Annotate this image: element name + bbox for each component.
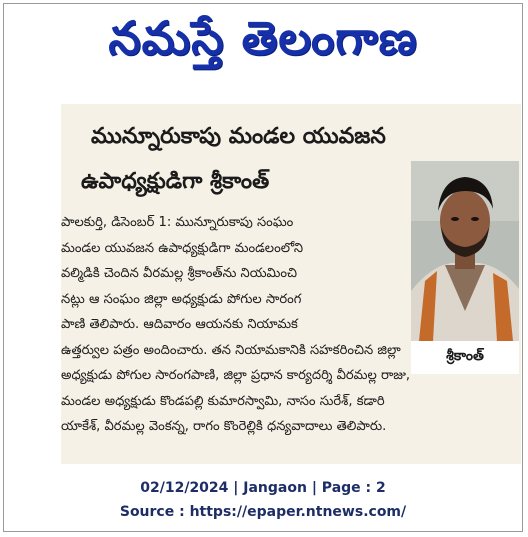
- body-line: పాలకుర్తి, డిసెంబర్ 1: మున్నూరుకాపు సంఘం: [61, 215, 294, 230]
- body-line: అధ్యక్షుడు పోగుల సారంగపాణి, జిల్లా ప్రధాన కార్యదర్శి వీరమల్ల రాజు,: [61, 368, 411, 383]
- body-line: యాకేశ్, వీరమల్ల వెంకన్న, రాగం కొంరెల్లికి ధన్యవాదాలు తెలిపారు.: [61, 419, 387, 434]
- headline-line-1: మున్నూరుకాపు మండల యువజన: [91, 124, 386, 149]
- body-line: ఉత్తర్వుల పత్రం అందించారు. తన నియామకానికి సహకరించిన జిల్లా: [61, 342, 401, 358]
- source-link[interactable]: Source : https://epaper.ntnews.com/: [119, 504, 407, 520]
- edition-info: 02/12/2024 | Jangaon | Page : 2: [140, 480, 386, 496]
- body-line: మండల యువజన ఉపాధ్యక్షుడిగా మండలంలోని: [61, 240, 304, 256]
- body-line: పాణి తెలిపారు. ఆదివారం ఆయనకు నియామక: [61, 317, 298, 332]
- news-clipping: [61, 104, 521, 464]
- masthead: [4, 10, 522, 78]
- body-line: నట్లు ఆ సంఘం జిల్లా అధ్యక్షుడు పోగుల సారంగ: [61, 291, 302, 307]
- photo-caption: శ్రీకాంత్: [446, 348, 484, 364]
- page-frame: [3, 3, 523, 532]
- body-line: వల్మిడికి చెందిన వీరమల్ల శ్రీకాంత్‌ను నియమించి: [61, 266, 298, 281]
- masthead-title: నమస్తే తెలంగాణ: [108, 11, 418, 65]
- headline-line-2: ఉపాధ్యక్షుడిగా శ్రీకాంత్: [81, 169, 270, 194]
- article-body: [61, 210, 515, 440]
- body-line: మండల అధ్యక్షుడు కొండపల్లి కుమారస్వామి, నాసం సురేశ్, కడారి: [61, 393, 385, 409]
- source-footer: [4, 476, 522, 524]
